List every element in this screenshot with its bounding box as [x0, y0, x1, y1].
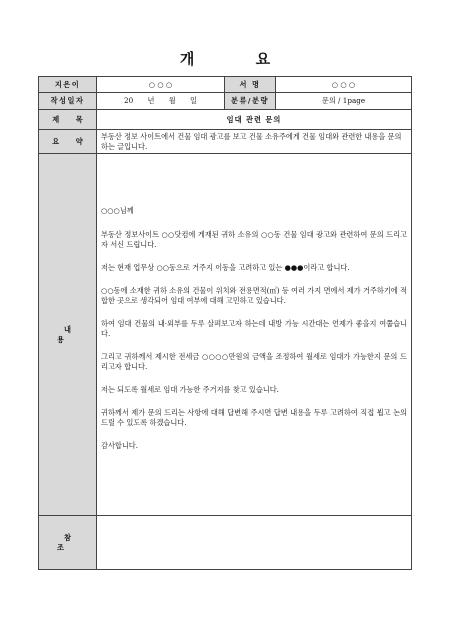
category-label: 분류/분량 — [225, 93, 276, 110]
subject-value: 임대 관련 문의 — [97, 110, 412, 130]
row-content — [39, 154, 412, 516]
row-writer — [39, 77, 412, 93]
date-year: 20 — [124, 96, 134, 105]
content-paragraph: 귀하께서 제가 문의 드리는 사항에 대해 답변해 주시면 답변 내용을 두루 고려하여 직접 뵙고 논의드릴 수 있도록 하겠습니다. — [101, 407, 407, 427]
document-title: 개 요 — [179, 50, 299, 68]
content-body — [97, 154, 412, 516]
date-year-unit: 년 — [147, 96, 155, 105]
date-label: 작성일자 — [39, 93, 97, 110]
content-paragraph: 하여 임대 건물의 내·외부를 두루 살펴보고자 하는데 내방 가능 시간대는 언제가 좋을지 여쭙습니다. — [101, 318, 407, 338]
content-paragraph: 저는 현재 업무상 ○○동으로 거주지 이동을 고려하고 있는 ●●●이라고 합니다. — [101, 262, 350, 272]
reference-value — [97, 516, 412, 570]
writer-value: ○ ○ ○ — [97, 77, 225, 93]
row-date — [39, 93, 412, 110]
row-reference — [39, 516, 412, 570]
subject-label: 제 목 — [39, 110, 97, 130]
content-paragraph: 그리고 귀하께서 제시한 전세금 ○○○○만원의 금액을 조정하여 월세로 임대가 가능한지 문의 드리고자 합니다. — [101, 351, 407, 371]
date-day-unit: 일 — [190, 96, 197, 105]
summary-label: 요 약 — [39, 130, 97, 154]
writer-label: 지은이 — [39, 77, 97, 93]
content-paragraph: 부동산 정보사이트 ○○닷컴에 게재된 귀하 소유의 ○○동 건물 임대 광고와 관련하여 문의 드리고자 서신 드립니다. — [101, 229, 407, 249]
summary-value: 부동산 정보 사이트에서 건물 임대 광고를 보고 건물 소유주에게 건물 임대와 관련한 내용을 문의하는 글입니다. — [97, 130, 412, 154]
category-value: 문의 / 1page — [276, 93, 412, 110]
overview-form-table — [38, 76, 412, 570]
signature-value: ○ ○ ○ — [276, 77, 412, 93]
signature-label: 서 명 — [225, 77, 276, 93]
date-month-unit: 월 — [168, 96, 176, 105]
row-subject — [39, 110, 412, 130]
row-summary — [39, 130, 412, 154]
content-paragraph: ○○동에 소재한 귀하 소유의 건물이 위치와 전용면적(㎡) 등 여러 가지 면에서 제가 거주하기에 적합한 곳으로 생각되어 임대 여부에 대해 고민하고 있습니다. — [101, 285, 407, 305]
content-paragraph: ○○○님께 — [101, 205, 134, 215]
content-paragraph: 감사합니다. — [101, 440, 139, 450]
content-label: 내 용 — [39, 154, 97, 516]
content-paragraph: 저는 되도록 월세로 임대 가능한 주거지를 찾고 있습니다. — [101, 384, 279, 394]
reference-label: 참 조 — [39, 516, 97, 570]
date-value — [97, 93, 225, 110]
